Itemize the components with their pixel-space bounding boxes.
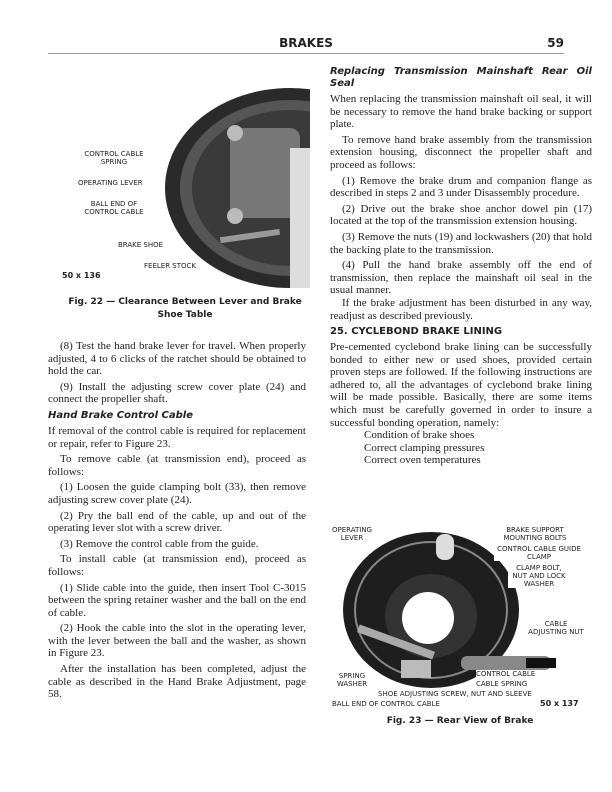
fig22-label-feeler: FEELER STOCK xyxy=(144,262,196,270)
fig23-label-cable-spring: CABLE SPRING xyxy=(476,680,528,688)
right-column xyxy=(330,66,592,467)
paragraph: To remove hand brake assembly from the transmission extension housing, disconnect the propeller shaft and proceed as follows: xyxy=(330,133,592,171)
fig23-label-shoe-adjusting: SHOE ADJUSTING SCREW, NUT AND SLEEVE xyxy=(378,690,532,698)
section-heading: Hand Brake Control Cable xyxy=(48,409,194,421)
fig22-label-ball-end: BALL END OF CONTROL CABLE xyxy=(80,200,148,216)
fig22-label-shoe: BRAKE SHOE xyxy=(118,241,164,249)
paragraph: (3) Remove the control cable from the guide. xyxy=(60,537,259,550)
paragraph: (8) Test the hand brake lever for travel. When properly adjusted, 4 to 6 clicks of the ratchet should be obtained to hold the car. xyxy=(48,340,306,378)
page-number: 59 xyxy=(547,36,564,50)
fig23-label-control-cable: CONTROL CABLE xyxy=(476,670,536,678)
paragraph: (1) Remove the brake drum and companion flange as described in steps 2 and 3 under Disassembly procedure. xyxy=(330,174,592,200)
fig23-label-guide-clamp: CONTROL CABLE GUIDE CLAMP xyxy=(494,545,584,561)
fig23-code: 50 x 137 xyxy=(540,699,579,708)
paragraph: (2) Hook the cable into the slot in the operating lever, with the lever between the ball and the washer, as shown in Figure 23. xyxy=(48,622,306,660)
fig22-caption: Fig. 22 — Clearance Between Lever and Brake Shoe Table xyxy=(68,297,302,320)
fig22-photo xyxy=(140,88,310,288)
paragraph: (2) Drive out the brake shoe anchor dowel pin (17) located at the top of the transmission extension housing. xyxy=(330,202,592,228)
paragraph: After the installation has been completed, adjust the cable as described in the Hand Brake Adjustment, page 58. xyxy=(48,663,306,701)
header-title: BRAKES xyxy=(279,36,333,50)
paragraph: (4) Pull the hand brake assembly off the end of transmission, then replace the mainshaft oil seal in the usual manner. xyxy=(330,259,592,297)
page-header xyxy=(48,36,564,54)
fig23-label-operating-lever: OPERATING LEVER xyxy=(330,526,374,542)
fig23-caption: Fig. 23 — Rear View of Brake xyxy=(386,716,534,726)
fig23-label-spring-washer: SPRING WASHER xyxy=(332,672,372,688)
fig23-label-support-bolts: BRAKE SUPPORT MOUNTING BOLTS xyxy=(486,526,584,542)
paragraph: (1) Loosen the guide clamping bolt (33), then remove adjusting screw cover plate (24). xyxy=(48,481,306,506)
paragraph: (9) Install the adjusting screw cover plate (24) and connect the propeller shaft. xyxy=(48,380,306,406)
section-heading: Replacing Transmission Mainshaft Rear Oil Seal xyxy=(330,66,592,89)
paragraph: (2) Pry the ball end of the cable, up and out of the operating lever slot with a screw driver. xyxy=(48,509,306,535)
list-item: Correct oven temperatures xyxy=(364,454,481,467)
left-column xyxy=(48,340,306,704)
paragraph: (3) Remove the nuts (19) and lockwashers (20) that hold the backing plate to the transmission. xyxy=(330,230,592,256)
list-item: Correct clamping pressures xyxy=(364,441,485,454)
fig22-code: 50 x 136 xyxy=(62,271,101,280)
paragraph: To install cable (at transmission end), proceed as follows: xyxy=(48,553,306,578)
fig23-label-clamp-bolt: CLAMP BOLT, NUT AND LOCK WASHER xyxy=(508,564,570,588)
paragraph: If the brake adjustment has been disturbed in any way, readjust as described previously. xyxy=(330,296,592,322)
section-heading: 25. CYCLEBOND BRAKE LINING xyxy=(330,326,503,338)
paragraph: Pre-cemented cyclebond brake lining can be successfully bonded to either new or used shoes, provided certain proven steps are followed. If the following instructions are adhered to, all the advantages of cyclebond brake lining will be made possible. Basically, there are some items which must be carefully governed in order to insure a successful bonding operation, namely: xyxy=(330,341,592,429)
fig23-label-ball-end: BALL END OF CONTROL CABLE xyxy=(332,700,440,708)
fig22-label-lever: OPERATING LEVER xyxy=(78,179,143,187)
list-item: Condition of brake shoes xyxy=(364,429,475,442)
fig23-label-adjusting-nut: CABLE ADJUSTING NUT xyxy=(528,620,584,636)
paragraph: When replacing the transmission mainshaft oil seal, it will be necessary to remove the hand brake backing or support plate. xyxy=(330,93,592,131)
requirements-list xyxy=(330,429,592,467)
paragraph: (1) Slide cable into the guide, then insert Tool C-3015 between the spring retainer washer and the ball on the end of cable. xyxy=(48,581,306,619)
paragraph: To remove cable (at transmission end), proceed as follows: xyxy=(48,453,306,478)
paragraph: If removal of the control cable is required for replacement or repair, refer to Figure 23. xyxy=(48,424,306,450)
fig22-label-spring: CONTROL CABLE SPRING xyxy=(82,150,146,166)
